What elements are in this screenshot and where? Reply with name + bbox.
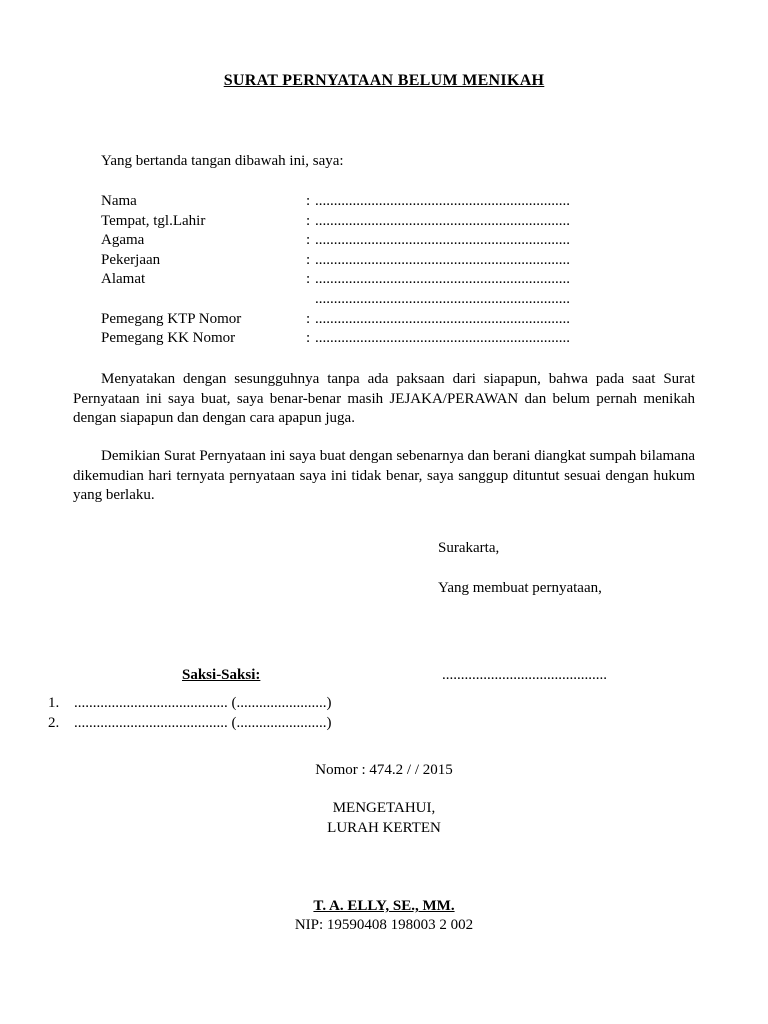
field-label: Pekerjaan (101, 251, 161, 268)
field-colon: : (306, 310, 311, 327)
document-number: Nomor : 474.2 / / 2015 (315, 762, 453, 778)
place-date: Surakarta, (438, 540, 500, 556)
witnesses-title: Saksi-Saksi: (182, 667, 261, 683)
field-label: Alamat (101, 271, 146, 288)
field-colon: : (306, 193, 311, 209)
field-dotted-line: .................................................................... (315, 290, 570, 307)
lurah-title: LURAH KERTEN (327, 820, 441, 836)
field-row (101, 329, 661, 349)
field-row (101, 270, 661, 290)
field-dotted-line: .................................................................... (315, 271, 570, 288)
statement-paragraph: Menyatakan dengan sesungguhnya tanpa ada paksaan dari siapapun, bahwa pada saat Surat Pernyataan ini saya buat, saya benar-benar masih JEJAKA/PERAWAN dan belum pernah menikah dengan siapapun dan dengan cara apapun juga. (73, 371, 695, 426)
field-row (101, 212, 661, 232)
field-row (101, 290, 661, 310)
official-name: T. A. ELLY, SE., MM. (313, 898, 455, 914)
acknowledged-label: MENGETAHUI, (332, 800, 436, 816)
field-dotted-line: .................................................................... (315, 193, 570, 209)
field-dotted-line: .................................................................... (315, 330, 570, 347)
field-dotted-line: .................................................................... (315, 212, 570, 229)
field-label: Nama (101, 193, 137, 209)
field-colon: : (306, 212, 311, 229)
field-row (101, 251, 661, 271)
witness-number: 1. (48, 695, 60, 711)
field-label: Agama (101, 232, 145, 249)
closing-paragraph: Demikian Surat Pernyataan ini saya buat dengan sebenarnya dan berani diangkat sumpah bilamana dikemudian hari ternyata pernyataan saya ini tidak benar, saya sanggup dituntut sesuai dengan hukum yang berlaku. (73, 448, 695, 503)
maker-label: Yang membuat pernyataan, (438, 580, 602, 596)
field-row (101, 192, 661, 212)
field-dotted-line: .................................................................... (315, 251, 570, 268)
identity-fields (101, 192, 661, 349)
intro-text: Yang bertanda tangan dibawah ini, saya: (101, 153, 344, 169)
field-colon: : (306, 251, 311, 268)
maker-signature-line: ............................................ (442, 667, 607, 683)
witness-signature-line: ......................................... (........................) (74, 695, 332, 711)
field-colon: : (306, 271, 311, 288)
field-colon: : (306, 232, 311, 249)
official-nip: NIP: 19590408 198003 2 002 (294, 917, 474, 933)
field-label: Tempat, tgl.Lahir (101, 212, 206, 229)
field-row (101, 231, 661, 251)
document-title: SURAT PERNYATAAN BELUM MENIKAH (223, 72, 545, 89)
field-dotted-line: .................................................................... (315, 310, 570, 327)
field-label: Pemegang KTP Nomor (101, 310, 242, 327)
field-dotted-line: .................................................................... (315, 232, 570, 249)
field-colon: : (306, 330, 311, 347)
witness-number: 2. (48, 715, 60, 731)
field-label: Pemegang KK Nomor (101, 330, 236, 347)
witness-signature-line: ......................................... (........................) (74, 715, 332, 731)
field-row (101, 310, 661, 330)
